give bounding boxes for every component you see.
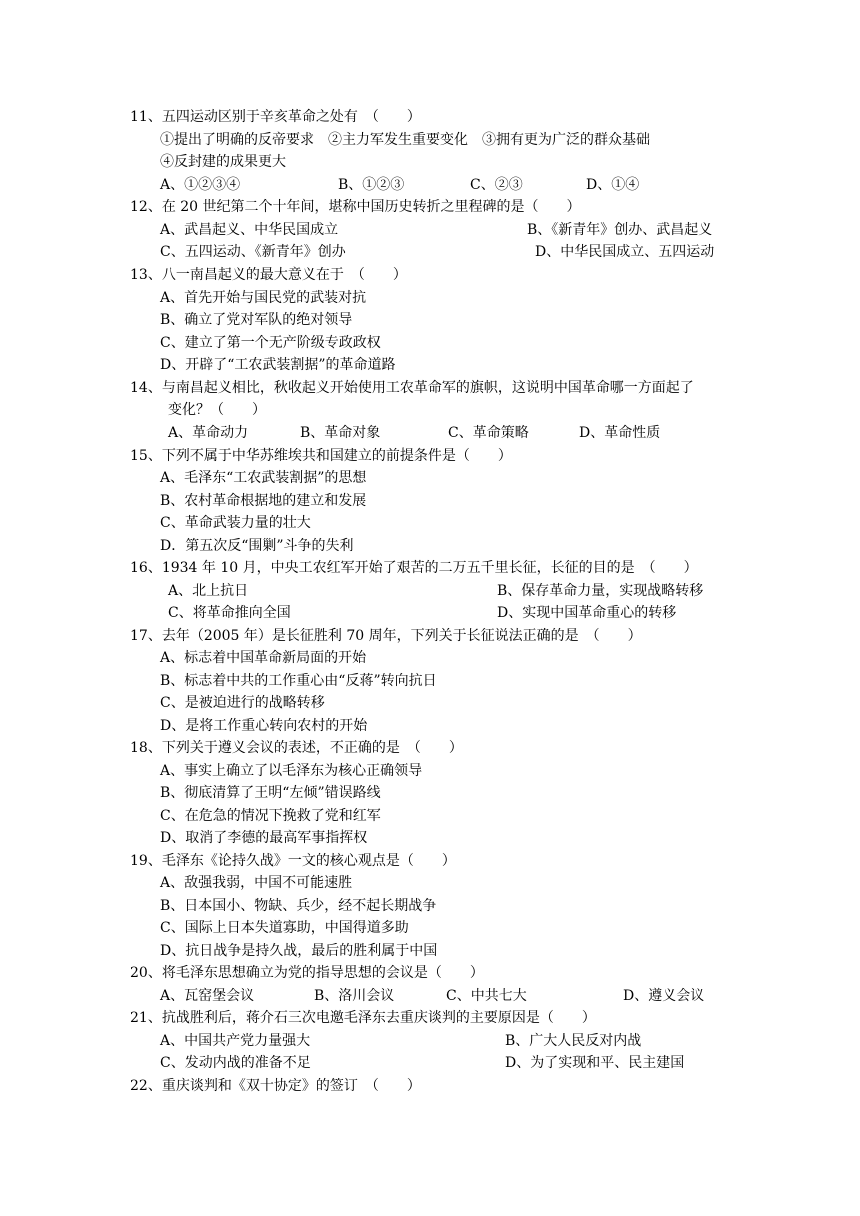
option-d: D、为了实现和平、民主建国 (505, 1055, 685, 1071)
option-b: B、保存革命力量，实现战略转移 (497, 583, 704, 599)
question-18-option-b: B、彻底清算了王明“左倾”错误路线 (160, 785, 381, 801)
question-21-options-row2 (0, 1053, 860, 1133)
question-20-stem: 20、将毛泽东思想确立为党的指导思想的会议是（ ） (130, 965, 484, 981)
question-13-option-c: C、建立了第一个无产阶级专政政权 (160, 335, 381, 351)
question-15-option-a: A、毛泽东“工农武装割据”的思想 (160, 470, 367, 486)
question-11-stem: 11、五四运动区别于辛亥革命之处有 （ ） (130, 109, 421, 125)
question-17-option-d: D、是将工作重心转向农村的开始 (160, 718, 368, 734)
question-15-option-d: D．第五次反“围剿”斗争的失利 (160, 538, 354, 554)
option-c: C、将革命推向全国 (168, 605, 291, 621)
option-b: B、革命对象 (300, 425, 381, 441)
question-19-stem: 19、毛泽东《论持久战》一文的核心观点是（ ） (130, 853, 456, 869)
question-14-options (0, 423, 860, 543)
question-13-stem: 13、八一南昌起义的最大意义在于 （ ） (130, 267, 407, 283)
option-c: C、革命策略 (448, 425, 529, 441)
question-13-option-a: A、首先开始与国民党的武装对抗 (160, 290, 367, 306)
option-a: A、瓦窑堡会议 (160, 988, 255, 1004)
question-17-option-c: C、是被迫进行的战略转移 (160, 695, 325, 711)
option-a: A、革命动力 (168, 425, 249, 441)
option-c: C、发动内战的准备不足 (160, 1055, 311, 1071)
option-d: D、革命性质 (579, 425, 661, 441)
question-18-option-a: A、事实上确立了以毛泽东为核心正确领导 (160, 763, 423, 779)
question-18-option-c: C、在危急的情况下挽救了党和红军 (160, 808, 381, 824)
question-22-stem: 22、重庆谈判和《双十协定》的签订 （ ） (130, 1078, 421, 1094)
question-16-stem: 16、1934 年 10 月，中央工农红军开始了艰苦的二万五千里长征，长征的目的是 （ ） (130, 560, 698, 576)
question-18-option-d: D、取消了李德的最高军事指挥权 (160, 830, 368, 846)
option-d: D、实现中国革命重心的转移 (497, 605, 677, 621)
question-19-option-c: C、国际上日本失道寡助，中国得道多助 (160, 920, 409, 936)
option-a: A、①②③④ (160, 177, 241, 193)
question-19-option-d: D、抗日战争是持久战，最后的胜利属于中国 (160, 943, 438, 959)
question-17-stem: 17、去年（2005 年）是长征胜利 70 周年，下列关于长征说法正确的是 （ ） (130, 628, 642, 644)
question-11-statement-2: ④反封建的成果更大 (160, 154, 286, 170)
question-13-option-b: B、确立了党对军队的绝对领导 (160, 312, 353, 328)
option-c: C、中共七大 (446, 988, 527, 1004)
question-14-stem-continued: 变化？（ ） (168, 402, 266, 418)
question-15-stem: 15、下列不属于中华苏维埃共和国建立的前提条件是（ ） (130, 448, 512, 464)
option-a: A、武昌起义、中华民国成立 (160, 222, 339, 238)
option-b: B、《新青年》创办、武昌起义 (527, 222, 713, 238)
option-d: D、中华民国成立、五四运动 (535, 244, 715, 260)
option-c: C、五四运动、《新青年》创办 (160, 244, 346, 260)
option-a: A、北上抗日 (168, 583, 249, 599)
question-19-option-a: A、敌强我弱，中国不可能速胜 (160, 875, 353, 891)
option-b: B、①②③ (338, 177, 405, 193)
question-17-option-a: A、标志着中国革命新局面的开始 (160, 650, 367, 666)
option-b: B、广大人民反对内战 (505, 1033, 642, 1049)
option-d: D、①④ (586, 177, 640, 193)
question-15-option-b: B、农村革命根据地的建立和发展 (160, 493, 367, 509)
question-17-option-b: B、标志着中共的工作重心由“反蒋”转向抗日 (160, 673, 437, 689)
option-d: D、遵义会议 (623, 988, 705, 1004)
option-c: C、②③ (470, 177, 523, 193)
question-14-stem: 14、与南昌起义相比，秋收起义开始使用工农革命军的旗帜，这说明中国革命哪一方面起了 (130, 380, 694, 396)
question-12-stem: 12、在 20 世纪第二个十年间，堪称中国历史转折之里程碑的是（ ） (130, 199, 581, 215)
option-b: B、洛川会议 (314, 988, 395, 1004)
question-19-option-b: B、日本国小、物缺、兵少，经不起长期战争 (160, 898, 437, 914)
option-a: A、中国共产党力量强大 (160, 1033, 311, 1049)
question-15-option-c: C、革命武装力量的壮大 (160, 515, 311, 531)
question-12-options-row2 (0, 242, 860, 322)
question-11-statement-1: ①提出了明确的反帝要求 ②主力军发生重要变化 ③拥有更为广泛的群众基础 (160, 132, 650, 148)
question-18-stem: 18、下列关于遵义会议的表述，不正确的是 （ ） (130, 740, 463, 756)
question-13-option-d: D、开辟了“工农武装割据”的革命道路 (160, 357, 396, 373)
question-21-stem: 21、抗战胜利后，蒋介石三次电邀毛泽东去重庆谈判的主要原因是（ ） (130, 1010, 596, 1026)
